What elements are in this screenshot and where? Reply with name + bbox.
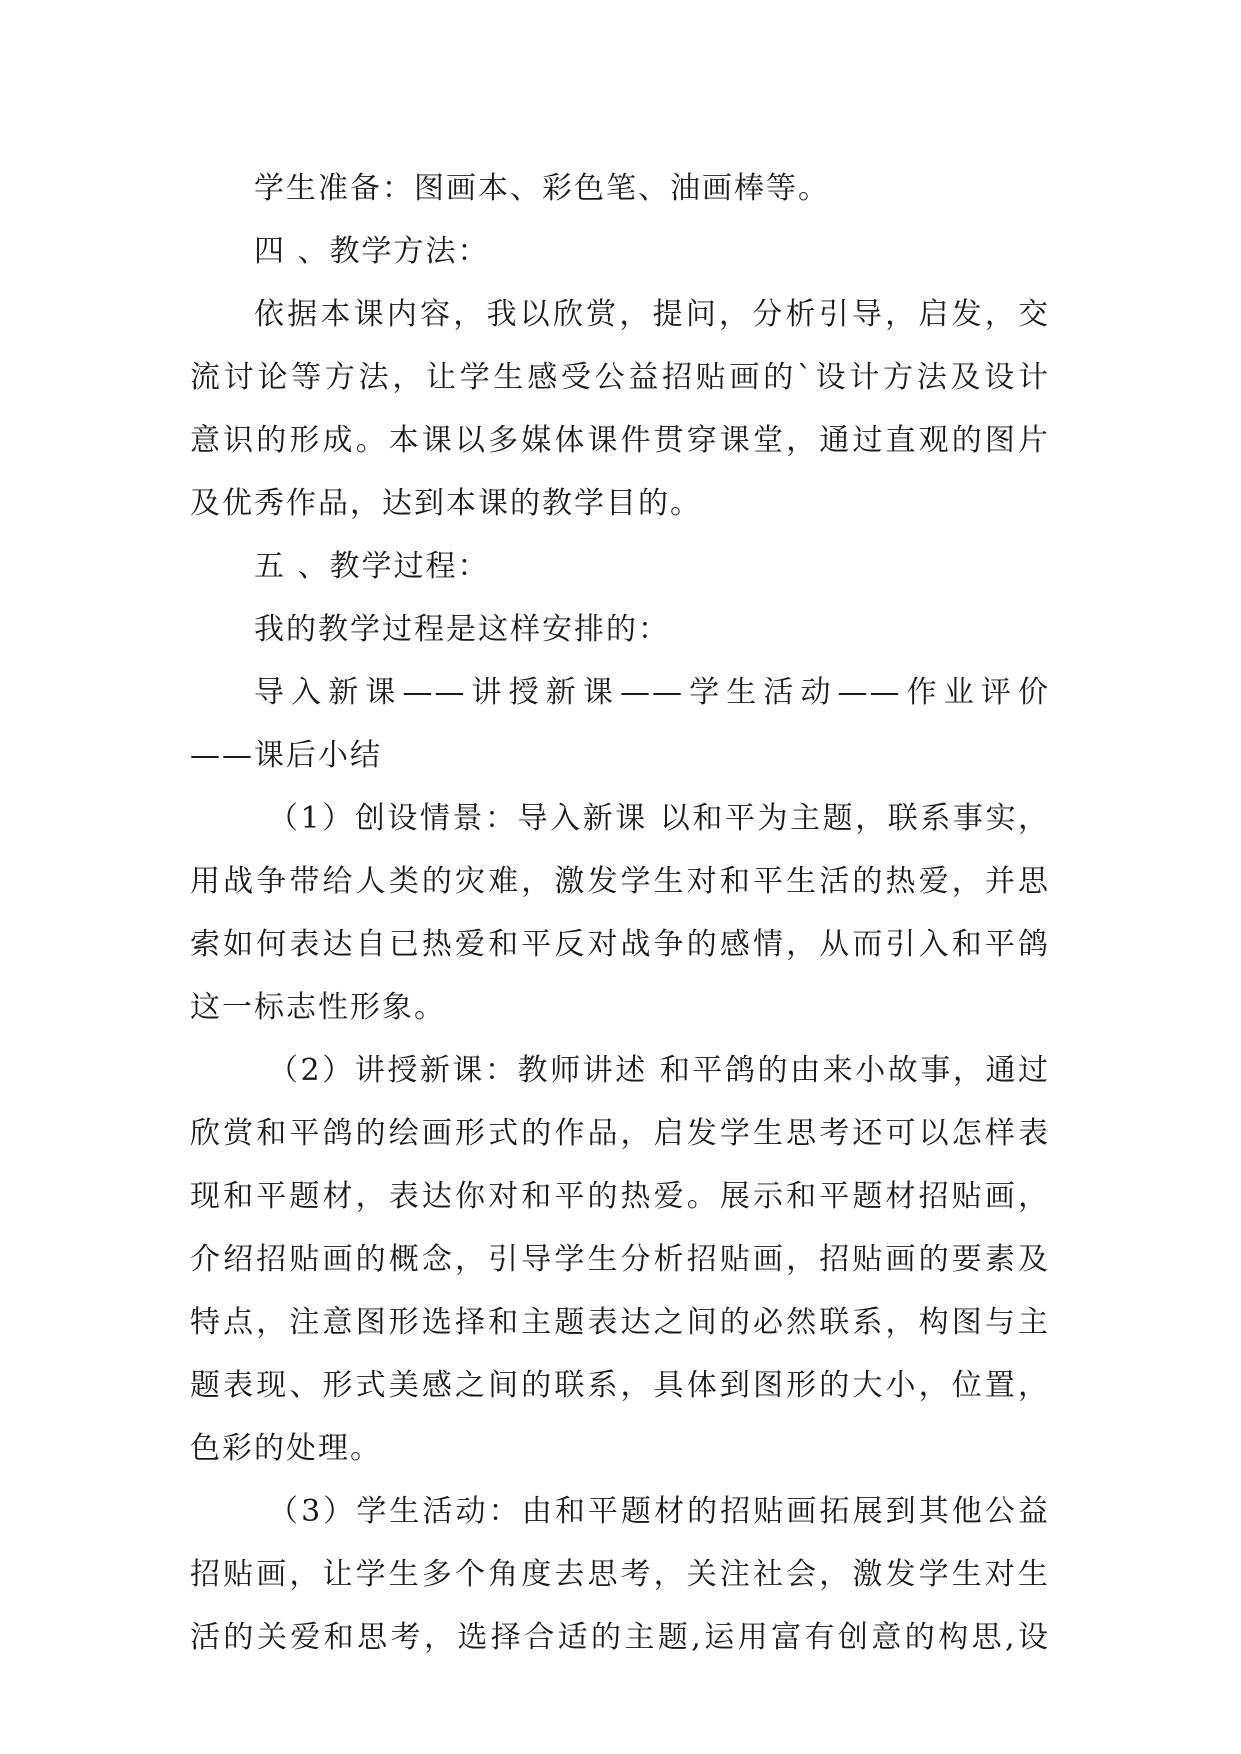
paragraph-line: ——课后小结: [190, 738, 382, 773]
paragraph-line: 色彩的处理。: [190, 1431, 382, 1466]
paragraph-line: 意识的形成。本课以多媒体课件贯穿课堂，通过直观的图片: [190, 423, 1050, 458]
paragraph-line: 介绍招贴画的概念，引导学生分析招贴画，招贴画的要素及: [190, 1242, 1050, 1277]
paragraph-line: 现和平题材，表达你对和平的热爱。展示和平题材招贴画，: [190, 1179, 1050, 1214]
paragraph-line: 欣赏和平鸽的绘画形式的作品，启发学生思考还可以怎样表: [190, 1116, 1050, 1151]
paragraph-line: 及优秀作品，达到本课的教学目的。: [190, 486, 702, 521]
paragraph-line: 流讨论等方法，让学生感受公益招贴画的`设计方法及设计: [190, 360, 1050, 395]
paragraph-line: 索如何表达自已热爱和平反对战争的感情，从而引入和平鸽: [190, 927, 1050, 962]
paragraph-line: 活的关爱和思考，选择合适的主题,运用富有创意的构思,设: [190, 1620, 1050, 1655]
paragraph-line: 特点，注意图形选择和主题表达之间的必然联系，构图与主: [190, 1305, 1050, 1340]
paragraph-line: 导入新课——讲授新课——学生活动——作业评价: [254, 675, 1050, 710]
document-body: [190, 157, 1050, 1669]
paragraph-line: （1）创设情景：导入新课 以和平为主题，联系事实，: [268, 801, 1050, 836]
paragraph-line: （3）学生活动：由和平题材的招贴画拓展到其他公益: [268, 1494, 1050, 1529]
paragraph-line: 我的教学过程是这样安排的：: [254, 612, 670, 647]
paragraph-line: （2）讲授新课：教师讲述 和平鸽的由来小故事，通过: [268, 1053, 1050, 1088]
paragraph-line: 招贴画，让学生多个角度去思考，关注社会，激发学生对生: [190, 1557, 1050, 1592]
section-heading: 四 、教学方法：: [254, 234, 490, 269]
paragraph-line: 这一标志性形象。: [190, 990, 446, 1025]
paragraph-line: 学生准备：图画本、彩色笔、油画棒等。: [254, 171, 830, 206]
section-heading: 五 、教学过程：: [254, 549, 490, 584]
paragraph-line: 题表现、形式美感之间的联系，具体到图形的大小，位置，: [190, 1368, 1050, 1403]
paragraph-line: 依据本课内容，我以欣赏，提问，分析引导，启发，交: [254, 297, 1050, 332]
paragraph-line: 用战争带给人类的灾难，激发学生对和平生活的热爱，并思: [190, 864, 1050, 899]
